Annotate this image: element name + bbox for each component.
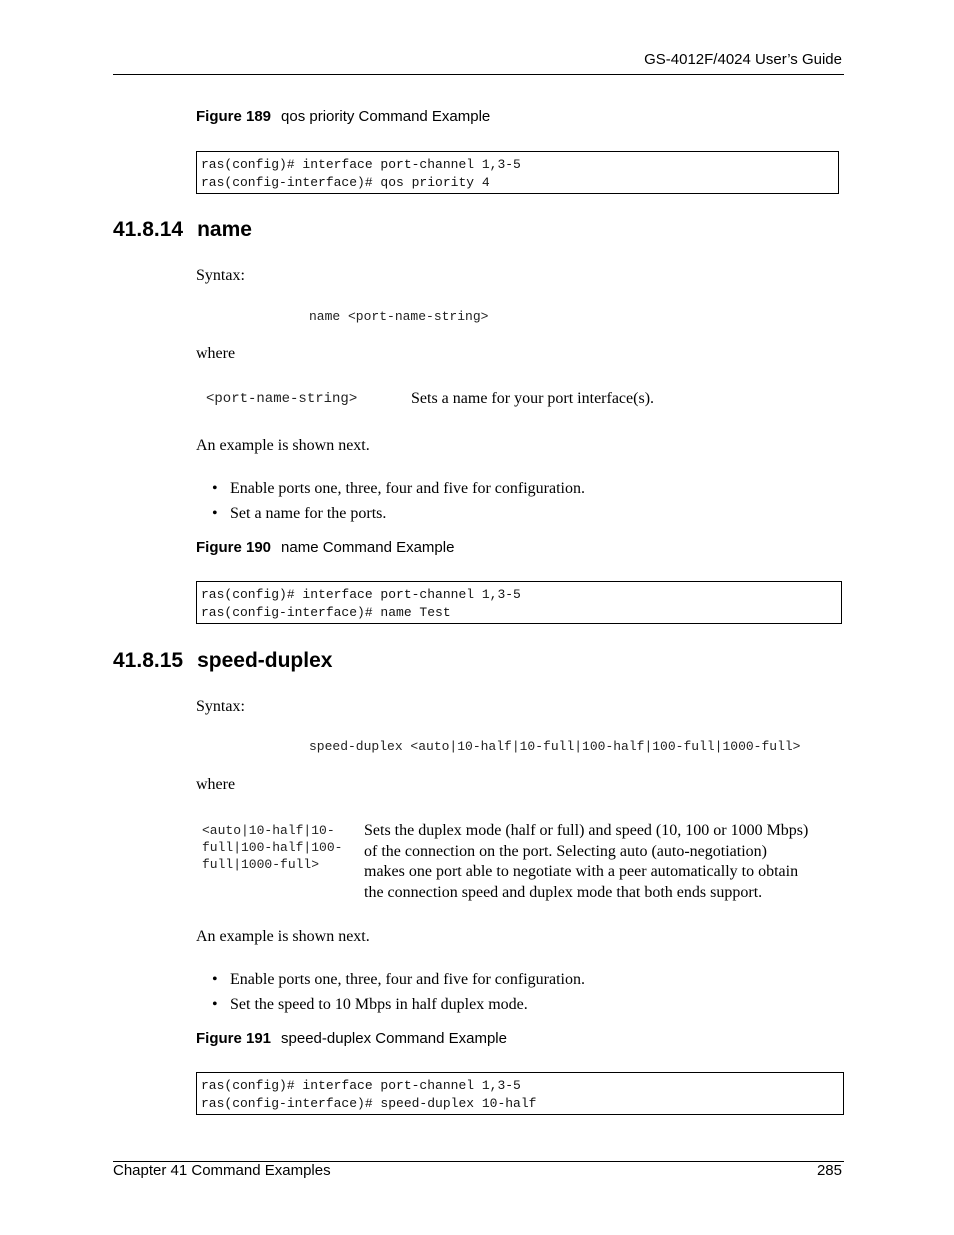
section-number: 41.8.15: [113, 649, 184, 672]
figure-189-code-box: [196, 151, 839, 194]
header-rule: [113, 74, 844, 75]
list-item: • Set the speed to 10 Mbps in half duplex mode.: [212, 992, 585, 1017]
footer-chapter: Chapter 41 Command Examples: [113, 1162, 331, 1179]
figure-189-number: Figure 189: [196, 108, 272, 125]
description-line: of the connection on the port. Selecting auto (auto-negotiation): [364, 842, 767, 860]
example-intro: An example is shown next.: [196, 437, 370, 454]
figure-190-caption: [196, 539, 454, 556]
description-line: makes one port able to negotiate with a peer automatically to obtain: [364, 863, 799, 881]
figure-191-caption: [196, 1030, 507, 1047]
figure-189-title: qos priority Command Example: [281, 108, 491, 125]
section-number: 41.8.14: [113, 218, 184, 241]
parameter-description: [364, 821, 808, 904]
parameter-name-line: full|1000-full>: [202, 857, 320, 872]
figure-190-number: Figure 190: [196, 539, 272, 556]
section-heading: speed-duplex: [197, 649, 333, 672]
code-line: ras(config-interface)# name Test: [201, 604, 451, 620]
list-item: • Enable ports one, three, four and five for configuration.: [212, 476, 585, 501]
code-line: ras(config)# interface port-channel 1,3-5: [201, 587, 521, 602]
page-header-title: GS-4012F/4024 User’s Guide: [644, 51, 842, 68]
where-label: where: [196, 345, 236, 362]
example-steps-list: [212, 476, 585, 526]
parameter-name: [202, 822, 342, 873]
parameter-name-line: full|100-half|100-: [202, 840, 343, 855]
figure-191-number: Figure 191: [196, 1030, 272, 1047]
code-line: ras(config-interface)# qos priority 4: [201, 174, 490, 190]
description-line: Sets the duplex mode (half or full) and speed (10, 100 or 1000 Mbps): [364, 822, 809, 839]
syntax-command: name <port-name-string>: [309, 309, 489, 324]
section-title-name: [113, 218, 252, 242]
list-item: • Enable ports one, three, four and five for configuration.: [212, 967, 585, 992]
parameter-name-line: <auto|10-half|10-: [202, 823, 335, 838]
syntax-command: speed-duplex <auto|10-half|10-full|100-half|100-full|1000-full>: [309, 739, 801, 754]
example-intro: An example is shown next.: [196, 928, 370, 945]
parameter-name: <port-name-string>: [206, 391, 358, 407]
parameter-description: Sets a name for your port interface(s).: [411, 390, 655, 407]
where-label: where: [196, 776, 236, 793]
code-line: ras(config-interface)# speed-duplex 10-half: [201, 1095, 537, 1111]
figure-190-title: name Command Example: [281, 539, 455, 556]
figure-191-title: speed-duplex Command Example: [281, 1030, 507, 1047]
list-item: • Set a name for the ports.: [212, 501, 585, 526]
syntax-label: Syntax:: [196, 698, 245, 715]
example-steps-list: [212, 967, 585, 1017]
syntax-label: Syntax:: [196, 267, 245, 284]
code-line: ras(config)# interface port-channel 1,3-5: [201, 1078, 521, 1093]
description-line: the connection speed and duplex mode that both ends support.: [364, 884, 763, 902]
figure-190-code-box: [196, 581, 842, 624]
footer-page-number: 285: [816, 1162, 842, 1179]
section-heading: name: [197, 218, 252, 241]
figure-191-code-box: [196, 1072, 844, 1115]
section-title-speed-duplex: [113, 649, 332, 673]
code-line: ras(config)# interface port-channel 1,3-5: [201, 157, 521, 172]
figure-189-caption: [196, 108, 490, 125]
